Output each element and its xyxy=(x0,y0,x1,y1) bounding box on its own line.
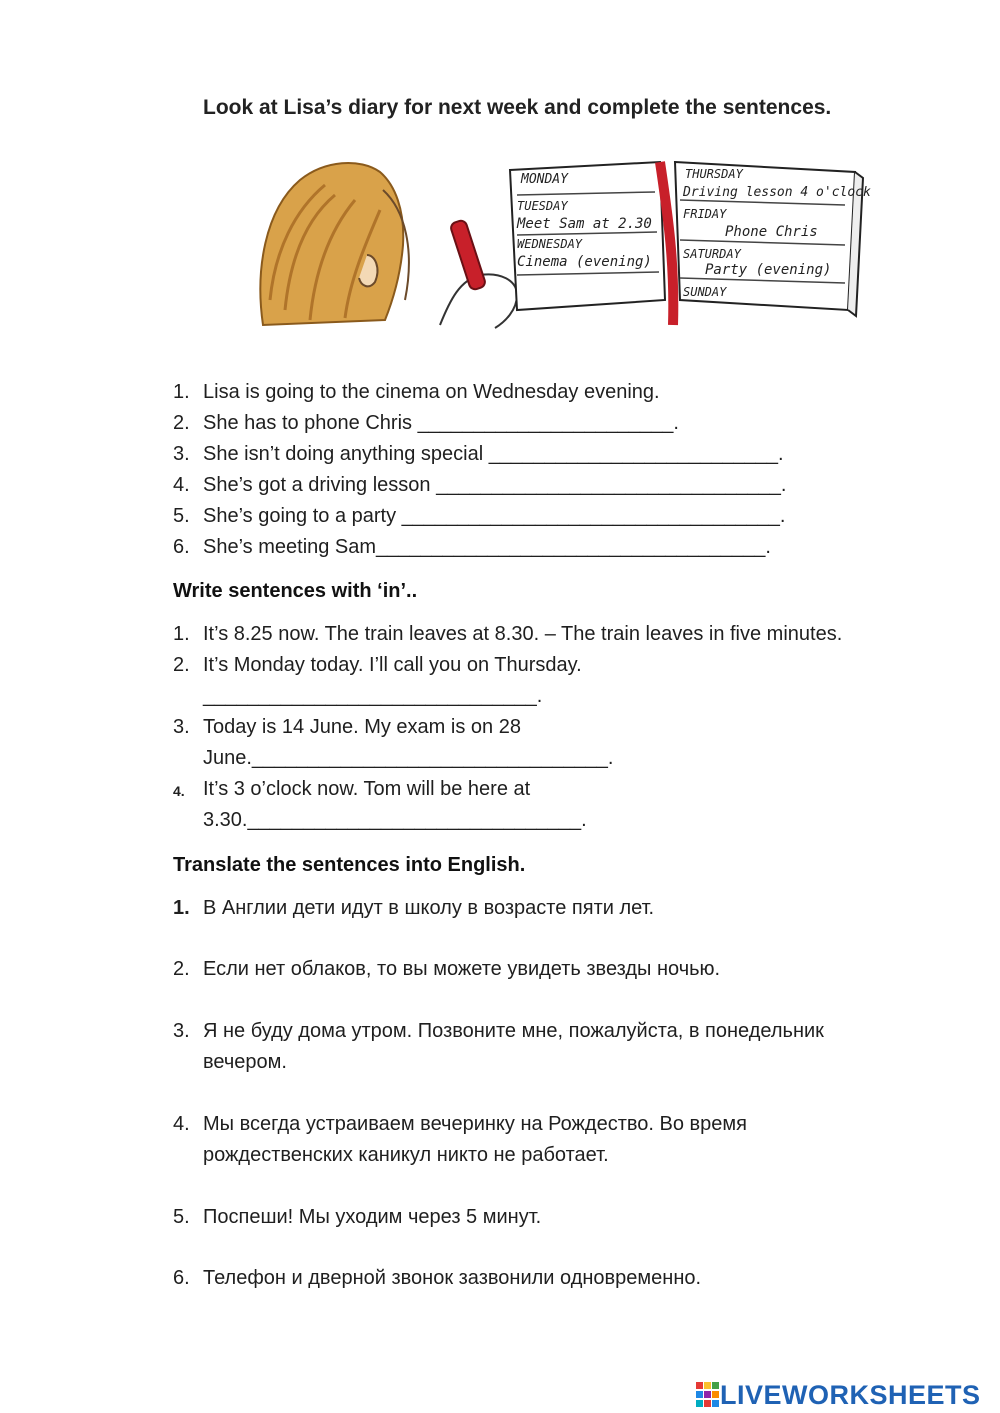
hand-with-pen-drawing xyxy=(440,219,517,328)
diary-wednesday: WEDNESDAY xyxy=(517,237,583,251)
diary-saturday-note: Party (evening) xyxy=(705,262,832,278)
liveworksheets-logo-text: LIVEWORKSHEETS xyxy=(720,1379,981,1410)
diary-tuesday-note: Meet Sam at 2.30 xyxy=(517,216,652,232)
diary-sunday: SUNDAY xyxy=(683,285,727,299)
section-heading-in: Write sentences with ‘in’.. xyxy=(173,580,418,602)
diary-friday: FRIDAY xyxy=(683,207,727,221)
girl-hair-drawing xyxy=(260,163,408,325)
liveworksheets-logo-icon xyxy=(696,1382,720,1408)
diary-wednesday-note: Cinema (evening) xyxy=(517,254,652,270)
diary-saturday: SATURDAY xyxy=(683,247,741,261)
diary-illustration xyxy=(255,150,875,330)
worksheet-title: Look at Lisa’s diary for next week and complete the sentences. xyxy=(203,96,832,119)
diary-monday: MONDAY xyxy=(521,172,568,187)
diary-tuesday: TUESDAY xyxy=(517,199,568,213)
diary-thursday-note: Driving lesson 4 o'clock xyxy=(683,185,871,200)
diary-friday-note: Phone Chris xyxy=(725,224,818,240)
diary-thursday: THURSDAY xyxy=(685,167,743,181)
liveworksheets-logo[interactable] xyxy=(696,1380,981,1410)
section-heading-translate: Translate the sentences into English. xyxy=(173,854,526,876)
